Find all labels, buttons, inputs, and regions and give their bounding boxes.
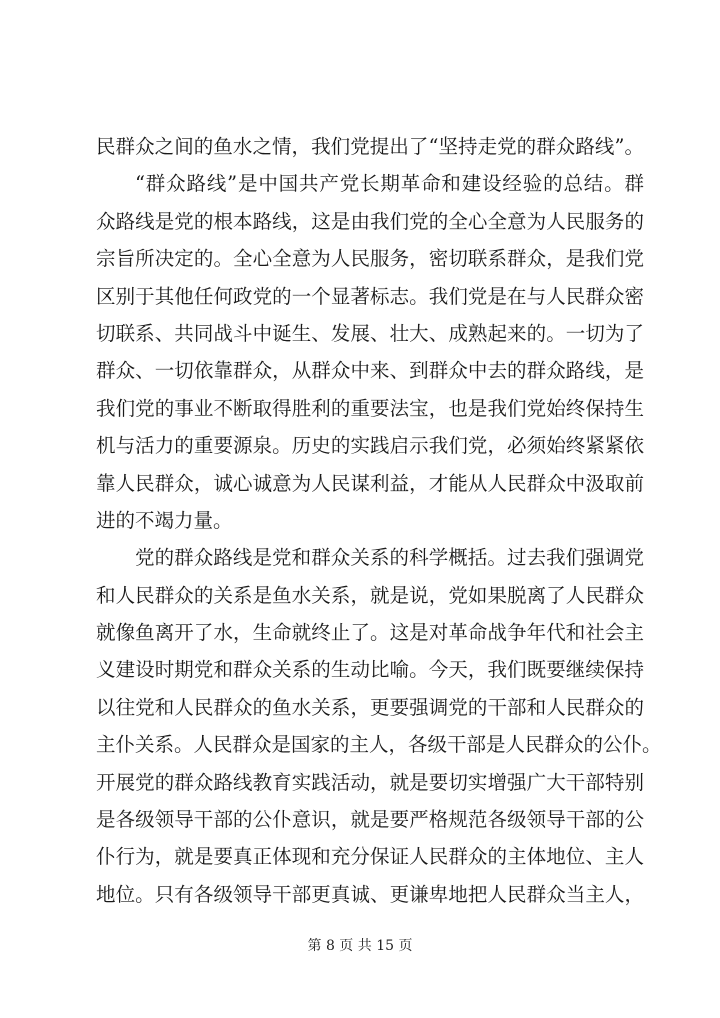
text-line: 开展党的群众路线教育实践活动，就是要切实增强广大干部特别 <box>96 770 644 794</box>
text-line: 我们党的事业不断取得胜利的重要法宝，也是我们党始终保持生 <box>96 396 644 420</box>
text-line: 以往党和人民群众的鱼水关系，更要强调党的干部和人民群众的 <box>96 695 644 719</box>
text-line: 是各级领导干部的公仆意识，就是要严格规范各级领导干部的公 <box>96 808 644 832</box>
text-line: 仆行为，就是要真正体现和充分保证人民群众的主体地位、主人 <box>96 845 644 869</box>
text-line: 宗旨所决定的。全心全意为人民服务，密切联系群众，是我们党 <box>96 247 644 271</box>
text-line: 和人民群众的关系是鱼水关系，就是说，党如果脱离了人民群众 <box>96 583 644 607</box>
text-line: 众路线是党的根本路线，这是由我们党的全心全意为人民服务的 <box>96 209 644 233</box>
text-line: 切联系、共同战斗中诞生、发展、壮大、成熟起来的。一切为了 <box>96 321 644 345</box>
text-line: 民群众之间的鱼水之情，我们党提出了“坚持走党的群众路线”。 <box>96 135 644 158</box>
text-line: 区别于其他任何政党的一个显著标志。我们党是在与人民群众密 <box>96 284 644 308</box>
text-line: 进的不竭力量。 <box>96 508 233 532</box>
text-line: 义建设时期党和群众关系的生动比喻。今天，我们既要继续保持 <box>96 658 644 682</box>
page-number-footer: 第 8 页 共 15 页 <box>307 938 413 954</box>
text-line: 就像鱼离开了水，生命就终止了。这是对革命战争年代和社会主 <box>96 621 644 645</box>
text-line: 主仆关系。人民群众是国家的主人，各级干部是人民群众的公仆。 <box>96 733 662 757</box>
text-line: 党的群众路线是党和群众关系的科学概括。过去我们强调党 <box>135 546 644 570</box>
text-line: 机与活力的重要源泉。历史的实践启示我们党，必须始终紧紧依 <box>96 434 644 458</box>
text-line: 地位。只有各级领导干部更真诚、更谦卑地把人民群众当主人， <box>96 882 644 906</box>
body-text <box>96 128 662 913</box>
text-line: 靠人民群众，诚心诚意为人民谋利益，才能从人民群众中汲取前 <box>96 471 644 495</box>
text-line: “群众路线”是中国共产党长期革命和建设经验的总结。群 <box>135 172 644 196</box>
text-line: 群众、一切依靠群众，从群众中来、到群众中去的群众路线，是 <box>96 359 644 383</box>
